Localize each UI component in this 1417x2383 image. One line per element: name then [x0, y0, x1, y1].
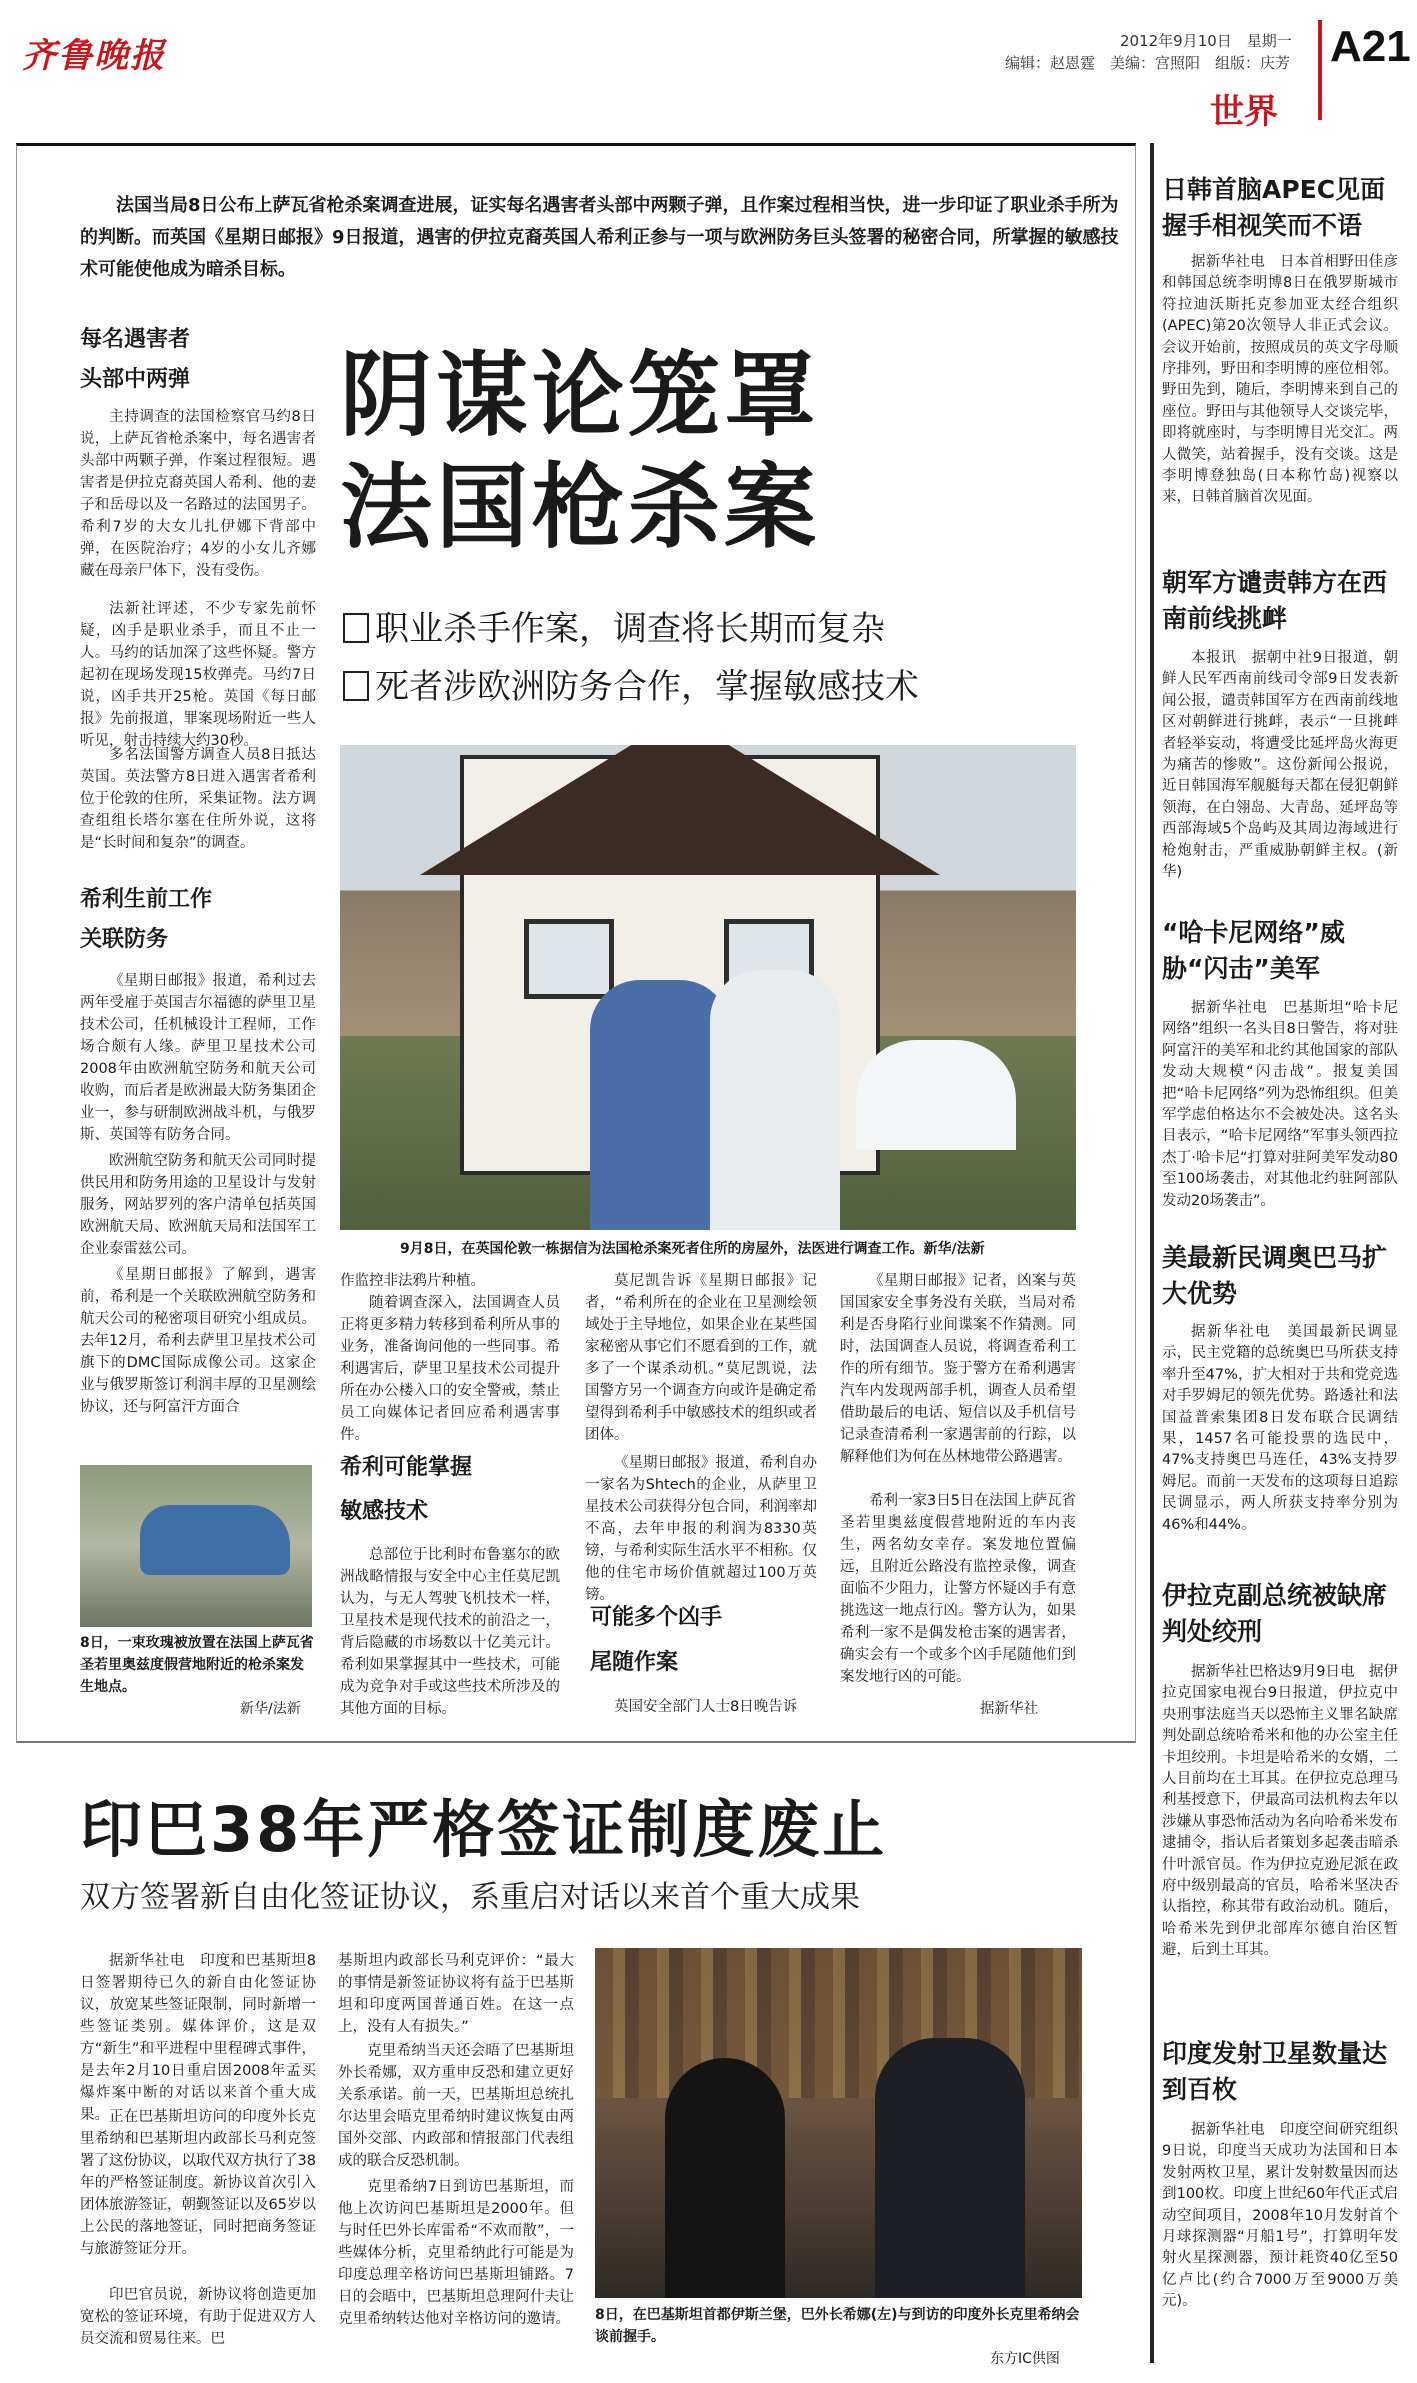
window-shape	[524, 919, 614, 999]
article-paragraph: 欧洲航空防务和航天公司同时提供民用和防务用途的卫星设计与发射服务，网站罗列的客户清单包括英国欧洲航天局、欧洲航天局和法国军工企业泰雷兹公司。	[80, 1153, 316, 1257]
masthead	[0, 0, 1417, 135]
person-figure	[665, 2058, 785, 2298]
lead-intro: 法国当局8日公布上萨瓦省枪杀案调查进展，证实每名遇害者头部中两颗子弹，且作案过程相当快，进一步印证了职业杀手所为的判断。而英国《星期日邮报》9日报道，遇害的伊拉克裔英国人希利正参与一项与欧洲防务巨头签署的秘密合同，所掌握的敏感技术可能使他成为暗杀目标。	[80, 195, 1119, 280]
article-paragraph: 作监控非法鸦片种植。	[340, 1273, 485, 1289]
article-paragraph: 《星期日邮报》报道，希利过去两年受雇于英国吉尔福德的萨里卫星技术公司，任机械设计工程师，工作场合颇有人缘。萨里卫星技术公司2008年由欧洲航空防务和航天公司收购，而后者是欧洲最大防务集团企业一，参与研制欧洲战斗机，与俄罗斯、英国等有防务合同。	[80, 973, 316, 1143]
article-paragraph: 法新社评述，不少专家先前怀疑，凶手是职业杀手，而且不止一人。马约的话加深了这些怀疑。警方起初在现场发现15枚弹壳。马约7日说，凶手共开25枪。英国《每日邮报》先前报道，罪案现场附近一些人听见，射击持续大约30秒。	[80, 601, 316, 749]
masthead-divider	[1318, 20, 1322, 120]
investigator-figure	[710, 970, 840, 1230]
checkbox-icon	[343, 613, 369, 643]
section-head-2b: 关联防务	[80, 927, 169, 952]
photo-credit: 新华/法新	[240, 1701, 301, 1717]
photo-caption: 9月8日，在英国伦敦一栋据信为法国枪杀案死者住所的房屋外，法医进行调查工作。新华/法新	[400, 1241, 985, 1257]
article-paragraph: 正在巴基斯坦访问的印度外长克里希纳和巴基斯坦内政部长马利克签署了这份协议，以取代双方执行了38年的严格签证制度。新协议首次引入团体旅游签证，朝觐签证以及65岁以上公民的落地签证，同时把商务签证与旅游签证分开。	[80, 2109, 316, 2257]
roadside-memorial-photo	[80, 1465, 312, 1627]
section-head-1b: 头部中两弹	[80, 367, 191, 392]
article-paragraph: 克里希纳当天还会晤了巴基斯坦外长希娜，双方重申反恐和建立更好关系承诺。前一天，巴基斯坦总统扎尔达里会晤克里希纳时建议恢复由两国外交部、内政部和情报部门代表组成的联合反恐机制。	[338, 2043, 574, 2169]
section-head-4a: 可能多个凶手	[590, 1605, 723, 1630]
newspaper-logo: 齐鲁晚报	[22, 36, 166, 76]
brief-body: 据新华社电 日本首相野田佳彦和韩国总统李明博8日在俄罗斯城市符拉迪沃斯托克参加亚太经合组织(APEC)第20次领导人非正式会议。会议开始前，按照成员的英文字母顺序排列，野田和李明博的座位相邻。野田先到，随后，李明博来到自己的座位。野田与其他领导人交谈完毕，即将就座时，与李明博目光交汇。两人微笑，站着握手，没有交谈。这是李明博登独岛(日本称竹岛)视察以来，日韩首脑首次见面。	[1162, 254, 1398, 506]
section-head-4b: 尾随作案	[590, 1650, 679, 1675]
headline-decks	[343, 600, 919, 716]
photo-caption: 8日，一束玫瑰被放置在法国上萨瓦省圣若里奥兹度假营地附近的枪杀案发生地点。	[80, 1635, 314, 1695]
photo-credit: 东方IC供图	[990, 2351, 1060, 2367]
article-paragraph: 多名法国警方调查人员8日抵达英国。英法警方8日进入遇害者希利位于伦敦的住所，采集证物。法方调查组组长塔尔塞在住所外说，这将是“长时间和复杂”的调查。	[80, 747, 316, 851]
bottom-headline: 印巴38年严格签证制度废止	[80, 1793, 888, 1866]
brief-title: 朝军方谴责韩方在西南前线挑衅	[1162, 568, 1388, 633]
forensic-house-photo	[340, 745, 1076, 1230]
section-head-3a: 希利可能掌握	[340, 1455, 473, 1480]
article-paragraph: 主持调查的法国检察官马约8日说，上萨瓦省枪杀案中，每名遇害者头部中两颗子弹，作案过程很短。遇害者是伊拉克裔英国人希利、他的妻子和岳母以及一名路过的法国男子。希利7岁的大女儿扎伊娜下背部中弹，在医院治疗；4岁的小女儿齐娜藏在母亲尸体下，没有受伤。	[80, 409, 316, 579]
article-paragraph: 克里希纳7日到访巴基斯坦，而他上次访问巴基斯坦是2000年。但与时任巴外长库雷希“不欢而散”，一些媒体分析，克里希纳此行可能是为印度总理辛格访问巴基斯坦铺路。7日的会晤中，巴基斯坦总理阿什夫让克里希纳转达他对辛格访问的邀请。	[338, 2179, 574, 2327]
section-head-1a: 每名遇害者	[80, 327, 191, 352]
forensic-tent-shape	[856, 1040, 1016, 1150]
car-shape	[140, 1505, 290, 1575]
deck-1-text: 职业杀手作案，调查将长期而复杂	[375, 609, 885, 649]
deck-2	[343, 658, 919, 716]
person-figure	[875, 2038, 1025, 2298]
bottom-deck: 双方签署新自由化签证协议，系重启对话以来首个重大成果	[80, 1880, 860, 1915]
article-paragraph: 印巴官员说，新协议将创造更加宽松的签证环境，有助于促进双方人员交流和贸易往来。巴	[80, 2287, 316, 2347]
article-paragraph: 《星期日邮报》了解到，遇害前，希利是一个关联欧洲航空防务和航天公司的秘密项目研究小组成员。去年12月，希利去萨里卫星技术公司旗下的DMC国际成像公司。这家企业与俄罗斯签订利润丰厚的卫星测绘协议，还与阿富汗方面合	[80, 1267, 316, 1415]
brief-title: 美最新民调奥巴马扩大优势	[1162, 1243, 1388, 1308]
brief-body: 本报讯 据朝中社9日报道，朝鲜人民军西南前线司令部9日发表新闻公报，谴责韩国军方在西南前线地区对朝鲜进行挑衅，表示“一旦挑衅者轻举妄动，将遭受比延坪岛火海更为痛苦的惨败”。这份新闻公报说，近日韩国海军舰艇每天都在侵犯朝鲜领海，在白翎岛、大青岛、延坪岛等西部海域5个岛屿及其周边海域进行枪炮射击，严重威胁朝鲜主权。(新华)	[1162, 650, 1398, 881]
brief-body: 据新华社电 美国最新民调显示，民主党籍的总统奥巴马所获支持率升至47%，扩大相对于共和党竞选对手罗姆尼的领先优势。路透社和法国益普索集团8日发布联合民调结果，1457名可能投票的选民中，47%支持奥巴马连任，43%支持罗姆尼。而前一天发布的这项每日追踪民调显示，两人所获支持率分别为46%和44%。	[1162, 1324, 1398, 1533]
headline-line-2: 法国枪杀案	[340, 454, 821, 561]
brief-body: 据新华社电 印度空间研究组织9日说，印度当天成功为法国和日本发射两枚卫星，累计发射数量因而达到100枚。印度上世纪60年代正式启动空间项目，2008年10月发射首个月球探测器“月船1号”，打算明年发射火星探测器，预计耗资40亿至50亿卢比(约合7000万至9000万美元)。	[1162, 2122, 1398, 2310]
article-paragraph: 基斯坦内政部长马利克评价：“最大的事情是新签证协议将有益于巴基斯坦和印度两国普通百姓。在这一点上，没有人有损失。”	[338, 1953, 574, 2035]
section-head-3b: 敏感技术	[340, 1499, 429, 1524]
brief-body: 据新华社巴格达9月9日电 据伊拉克国家电视台9日报道，伊拉克中央刑事法庭当天以恐怖主义罪名缺席判处副总统哈希米和他的办公室主任卡坦绞刑。卡坦是哈希米的女婿，二人目前均在土耳其。在伊拉克总理马利基授意下，伊最高司法机构去年以涉嫌从事恐怖活动为名向哈希米发布逮捕令，指认后者策划多起袭击暗杀什叶派官员。作为伊拉克逊尼派在政府中级别最高的官员，哈希米坚决否认指控，称其带有政治动机。随后，哈希米先到伊北部库尔德自治区暂避，后到土耳其。	[1162, 1664, 1398, 1959]
brief-body: 据新华社电 巴基斯坦“哈卡尼网络”组织一名头目8日警告，将对驻阿富汗的美军和北约其他国家的部队发动大规模“闪击战”。报复美国把“哈卡尼网络”列为恐怖组织。但美军学虑伯格达尔不会被处决。这名头目表示，“哈卡尼网络”军事头领西拉杰丁·哈卡尼“打算对驻阿美军发动80至100场袭击，对其他北约驻阿部队发动20场袭击”。	[1162, 1000, 1398, 1209]
deck-1	[343, 600, 919, 658]
page-number: A21	[1330, 22, 1411, 71]
investigator-figure	[590, 980, 730, 1230]
brief-title: 印度发射卫星数量达到百枚	[1162, 2039, 1388, 2104]
editor-credits: 编辑：赵恩霆 美编：宫照阳 组版：庆芳	[1005, 54, 1291, 72]
article-paragraph: 随着调查深入，法国调查人员正将更多精力转移到希利所从事的业务，准备询问他的一些同事。希利遇害后，萨里卫星技术公司提升所在办公楼入口的安全警戒，禁止员工向媒体记者回应希利遇害事件。	[340, 1295, 560, 1443]
brief-title: 伊拉克副总统被缺席判处绞刑	[1162, 1581, 1388, 1646]
article-paragraph: 莫尼凯告诉《星期日邮报》记者，“希利所在的企业在卫星测绘领域处于主导地位，如果企业在某些国家秘密从事它们不愿看到的工作，就多了一个谋杀动机。”莫尼凯说，法国警方另一个调查方向或许是确定希望得到希利手中敏感技术的组织或者团体。	[585, 1273, 817, 1443]
brief-title: 日韩首脑APEC见面握手相视笑而不语	[1162, 175, 1386, 240]
brief-title: “哈卡尼网络”威胁“闪击”美军	[1162, 918, 1345, 983]
article-paragraph: 《星期日邮报》报道，希利自办一家名为Shtech的企业，从萨里卫星技术公司获得分包合同，利润率却不高，去年申报的利润为8330英镑，与希利实际生活水平不相称。仅他的住宅市场价值就超过100万英镑。	[585, 1455, 817, 1603]
checkbox-icon	[343, 671, 369, 701]
deck-2-text: 死者涉欧洲防务合作，掌握敏感技术	[375, 667, 919, 707]
article-paragraph: 总部位于比利时布鲁塞尔的欧洲战略情报与安全中心主任莫尼凯认为，与无人驾驶飞机技术一样，卫星技术是现代技术的前沿之一，背后隐藏的市场数以十亿美元计。希利如果掌握其中一些技术，可能成为竞争对手或这些技术所涉及的其他方面的目标。	[340, 1547, 560, 1717]
headline-line-1: 阴谋论笼罩	[340, 342, 821, 449]
issue-date: 2012年9月10日 星期一	[1120, 32, 1292, 50]
section-head-2a: 希利生前工作	[80, 887, 213, 912]
article-paragraph: 希利一家3日5日在法国上萨瓦省圣若里奥兹度假营地附近的车内丧生，两名幼女幸存。案发地位置偏远，且附近公路没有监控录像，调查面临不少阻力，让警方怀疑凶手有意挑选这一地点行凶。警方认为，如果希利一家不是偶发枪击案的遇害者，确实会有一个或多个凶手尾随他们到案发地行凶的可能。	[840, 1493, 1076, 1685]
article-paragraph: 据新华社电 印度和巴基斯坦8日签署期待已久的新自由化签证协议，放宽某些签证限制，同时新增一些签证类别。媒体评价，这是双方“新生”和平进程中里程碑式事件，是去年2月10日重启因2008年孟买爆炸案中断的对话以来首个重大成果。	[80, 1953, 316, 2123]
main-headline	[340, 340, 820, 564]
handshake-photo	[595, 1948, 1082, 2298]
article-paragraph: 英国安全部门人士8日晚告诉	[614, 1699, 798, 1715]
section-name: 世界	[1210, 92, 1278, 132]
article-credit: 据新华社	[980, 1701, 1038, 1717]
photo-caption: 8日，在巴基斯坦首都伊斯兰堡，巴外长希娜(左)与到访的印度外长克里希纳会谈前握手。	[595, 2307, 1080, 2345]
article-paragraph: 《星期日邮报》记者，凶案与英国国家安全事务没有关联，当局对希利是否身陷行业间谍案不作猜测。同时，法国调查人员说，将调查希利工作的所有细节。鉴于警方在希利遇害汽车内发现两部手机，调查人员希望借助最后的电话、短信以及手机信号记录查清希利一家遇害前的行踪，以解释他们为何在丛林地带公路遇害。	[840, 1273, 1076, 1465]
column-divider	[1150, 143, 1154, 2363]
